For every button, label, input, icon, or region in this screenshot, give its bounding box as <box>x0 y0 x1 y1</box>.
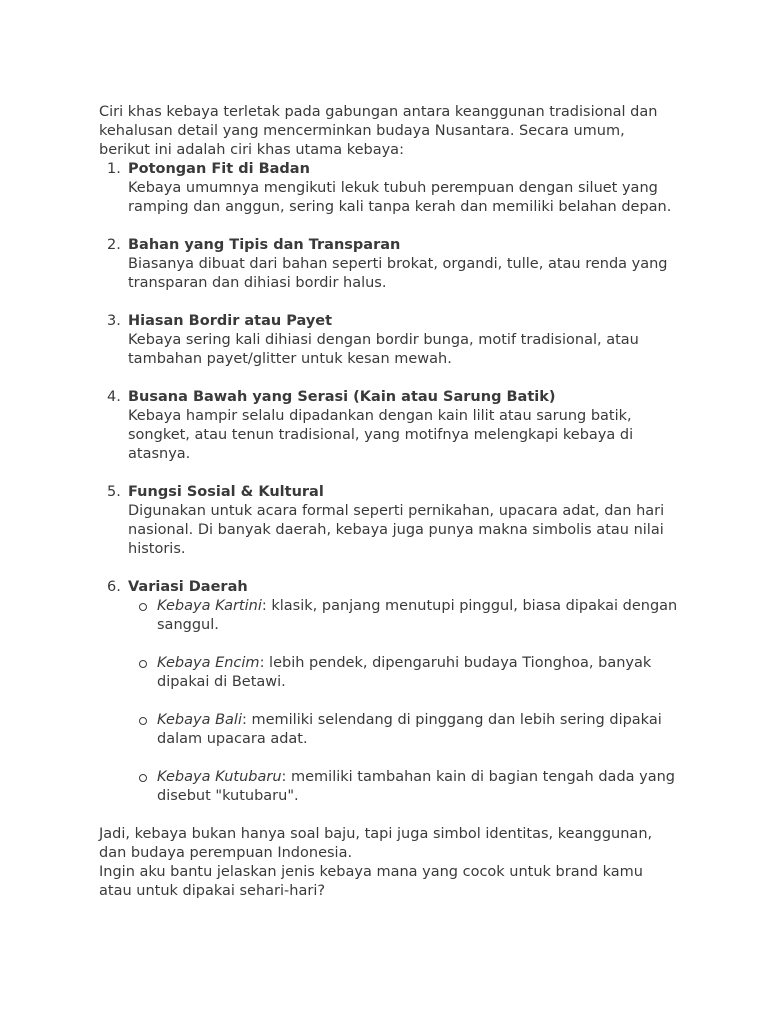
list-item <box>99 483 679 559</box>
item-title: Bahan yang Tipis dan Transparan <box>128 237 401 253</box>
variant-description: : lebih pendek, dipengaruhi budaya Tionghoa, banyak dipakai di Betawi. <box>157 655 652 690</box>
variant-list <box>128 597 679 806</box>
item-description: Kebaya sering kali dihiasi dengan bordir bunga, motif tradisional, atau tambahan payet/glitter untuk kesan mewah. <box>128 332 639 367</box>
list-item <box>99 160 679 217</box>
list-item <box>99 578 679 806</box>
variant-name: Kebaya Kutubaru <box>157 769 282 785</box>
closing-summary: Jadi, kebaya bukan hanya soal baju, tapi juga simbol identitas, keanggunan, dan budaya perempuan Indonesia. <box>99 826 653 861</box>
intro-paragraph: Ciri khas kebaya terletak pada gabungan antara keanggunan tradisional dan kehalusan detail yang mencerminkan budaya Nusantara. Secara umum, berikut ini adalah ciri khas utama kebaya: <box>99 104 658 158</box>
hollow-bullet-icon <box>139 603 147 611</box>
item-number: 5. <box>107 484 121 500</box>
item-number: 4. <box>107 389 121 405</box>
hollow-bullet-icon <box>139 717 147 725</box>
variant-description: : klasik, panjang menutupi pinggul, biasa dipakai dengan sanggul. <box>157 598 678 633</box>
item-number: 3. <box>107 313 121 329</box>
feature-list <box>99 160 679 806</box>
item-number: 1. <box>107 161 121 177</box>
item-number: 2. <box>107 237 121 253</box>
closing-section <box>99 825 679 901</box>
item-title: Variasi Daerah <box>128 579 248 595</box>
item-title: Busana Bawah yang Serasi (Kain atau Sarung Batik) <box>128 389 556 405</box>
variant-item <box>128 654 679 692</box>
variant-item <box>128 597 679 635</box>
variant-name: Kebaya Encim <box>157 655 260 671</box>
item-description: Kebaya umumnya mengikuti lekuk tubuh perempuan dengan siluet yang ramping dan anggun, sering kali tanpa kerah dan memiliki belahan depan. <box>128 180 672 215</box>
item-number: 6. <box>107 579 121 595</box>
list-item <box>99 236 679 293</box>
item-title: Fungsi Sosial & Kultural <box>128 484 324 500</box>
variant-name: Kebaya Kartini <box>157 598 262 614</box>
list-item <box>99 312 679 369</box>
item-title: Potongan Fit di Badan <box>128 161 310 177</box>
item-description: Kebaya hampir selalu dipadankan dengan kain lilit atau sarung batik, songket, atau tenun tradisional, yang motifnya melengkapi kebaya di atasnya. <box>128 408 634 462</box>
list-item <box>99 388 679 464</box>
variant-name: Kebaya Bali <box>157 712 242 728</box>
hollow-bullet-icon <box>139 774 147 782</box>
variant-item <box>128 711 679 749</box>
closing-question: Ingin aku bantu jelaskan jenis kebaya mana yang cocok untuk brand kamu atau untuk dipakai sehari-hari? <box>99 864 643 899</box>
item-title: Hiasan Bordir atau Payet <box>128 313 333 329</box>
variant-description: : memiliki selendang di pinggang dan lebih sering dipakai dalam upacara adat. <box>157 712 662 747</box>
document-body <box>99 103 679 901</box>
variant-item <box>128 768 679 806</box>
hollow-bullet-icon <box>139 660 147 668</box>
item-description: Digunakan untuk acara formal seperti pernikahan, upacara adat, dan hari nasional. Di banyak daerah, kebaya juga punya makna simbolis atau nilai historis. <box>128 503 665 557</box>
variant-description: : memiliki tambahan kain di bagian tengah dada yang disebut "kutubaru". <box>157 769 675 804</box>
item-description: Biasanya dibuat dari bahan seperti brokat, organdi, tulle, atau renda yang transparan dan dihiasi bordir halus. <box>128 256 668 291</box>
